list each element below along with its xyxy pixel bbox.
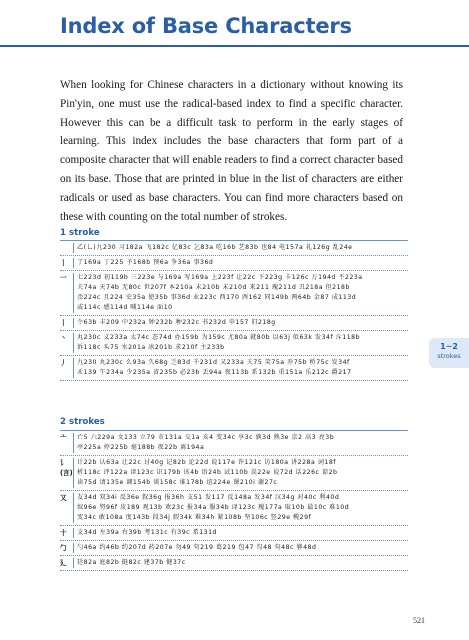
entry-line: 丸230c 义233a 太74c 态74d 办159b 为159c 尤80a 就80b 以63j 似63k 发34f 斥118b: [77, 334, 361, 341]
character-entries: [77, 493, 408, 523]
radical-row: [60, 491, 408, 526]
radical-label: 丨: [60, 318, 74, 328]
radical-label: 勹: [60, 543, 74, 553]
character-entries: [77, 258, 408, 268]
entry-line: 个63b 丰209 中232a 钟232b 种232c 书232d 申157 旧218g: [77, 319, 276, 326]
entry-line: 禾139 午234a 少235a 省235b 必23b 丢94a 夜113b 系132b 重151a 乐212c 爵217: [77, 369, 352, 376]
entry-line: 奴96e 努96f 皮189 观13b 欢23c 报34a 服34b 译123c 瑰177a 取10b 最10c 难10d: [77, 504, 350, 511]
radical-label: [60, 243, 74, 253]
radical-label: 廴: [60, 558, 74, 568]
entry-line: 九230 丸230c 么93a 久68g 乏83d 千231d 又233a 夭75 笑75a 乔75b 桥75c 发34f: [77, 359, 350, 366]
radical-label: 丶: [60, 333, 74, 353]
entry-line: 乙(乚)九230 习182a 飞182c 亿83c 乞83a 吃16b 艺83b 也84 电157a 礼126g 乱24e: [77, 244, 353, 251]
intro-paragraph: When looking for Chinese characters in a dictionary without knowing its Pin'yin, one must use the radical-based index to find a specific character. However this can be a difficult task to perform in the early stages of learning. This index includes the base characters that form part of a composite character that will enable readers to find a correct character based on its base. Those that are printed in blue in the list of characters are either radicals or used as base characters. You can find more characters based on these with counting on the total number of strokes.: [60, 79, 403, 223]
character-entries: [77, 558, 408, 568]
character-entries: [77, 458, 408, 488]
entry-line: 廷82a 庭82b 挺82c 建37b 健37c: [77, 559, 186, 566]
radical-row: [60, 541, 408, 556]
entry-line: 读75d 请135e 调154b 谈158c 谁178b 谊224e 课210i 谢27c: [77, 479, 278, 486]
entry-line: 诉118c 头75 水201a 冰201b 求210f 主233b: [77, 344, 225, 351]
entry-line: 歪224c 且224 史35a 使35b 事36d 业223c 西170 酉162 同149b 两64b 金87 成113d: [77, 294, 357, 301]
entry-line: 了169a 丁225 予168b 预6a 争36a 事36d: [77, 259, 214, 266]
character-entries: [77, 358, 408, 378]
stroke-range-unit: strokes: [437, 352, 461, 360]
radical-row: [60, 356, 408, 381]
radical-label: 讠(言): [60, 458, 74, 488]
radical-label: 亠: [60, 433, 74, 453]
radical-row: [60, 456, 408, 491]
radical-row: [60, 526, 408, 541]
page-title: Index of Base Characters: [60, 14, 352, 38]
radical-row: [60, 430, 408, 456]
radical-row: [60, 556, 408, 571]
character-entries: [77, 273, 408, 313]
character-entries: [77, 543, 408, 553]
radical-row: [60, 331, 408, 356]
entry-line: 析118c 评122a 译123c 识179b 该4b 语24b 试110b 误22e 说72d 话226c 谅2b: [77, 469, 338, 476]
entry-line: 亭225a 停225b 毫188b 夜22b 离194a: [77, 444, 205, 451]
entry-line: 计22b 认63a 让22c 讨40g 记82b 论22d 说117e 许121c 访180a 讲228a 词18f: [77, 459, 336, 466]
entry-line: 夫74a 天74b 无80c 世207f 本210a 末210b 未210d 来211 瑰211d 丑218a 但218b: [77, 284, 350, 291]
entry-line: 七223d 初119b 三223e 与169a 写169a 上223f 让22c 下223g 卡126c 万194d 不223a: [77, 274, 363, 281]
radical-label: 十: [60, 528, 74, 538]
entry-line: 支34d 左39a 右39b 考131c 有39c 希131d: [77, 529, 217, 536]
character-entries: [77, 333, 408, 353]
stroke-range-tab[interactable]: [429, 338, 469, 368]
radical-label: 丿: [60, 358, 74, 378]
radical-row: [60, 316, 408, 331]
section-title-1-stroke: 1 stroke: [60, 228, 100, 238]
character-entries: [77, 433, 408, 453]
entry-line: 友34d 双34i 反36e 叙36g 报36h 支51 发117 反148a 发34f 汉34g 对40c 利40d: [77, 494, 340, 501]
title-rule: [0, 45, 469, 47]
radical-row: [60, 271, 408, 316]
radical-row: [60, 256, 408, 271]
stroke-1-table: [60, 240, 408, 381]
entry-line: 亡5 六229a 文133 立79 市131a 交1a 亥4 变34c 享3c 孰3d 熟3e 京2 高3 亮3b: [77, 434, 335, 441]
character-entries: [77, 528, 408, 538]
stroke-2-table: [60, 430, 408, 571]
entry-line: 或114c 感114d 喊114e 面10: [77, 304, 173, 311]
radical-row: [60, 240, 408, 256]
radical-label: 丨: [60, 258, 74, 268]
stroke-range-label: 1~2: [440, 342, 458, 351]
radical-label: 又: [60, 493, 74, 523]
entry-line: 变34c 敢108a 度143b 段34j 假34k 难34h 紧108b 坚106c 竖29e 榄29f: [77, 514, 312, 521]
character-entries: [77, 243, 408, 253]
section-title-2-strokes: 2 strokes: [60, 417, 105, 427]
page-number: 521: [413, 616, 425, 625]
entry-line: 勺46a 约46b 约207d 药207e 勿49 句219 葛219 包47 勾48 句48c 够48d: [77, 544, 317, 551]
character-entries: [77, 318, 408, 328]
radical-label: 一: [60, 273, 74, 313]
